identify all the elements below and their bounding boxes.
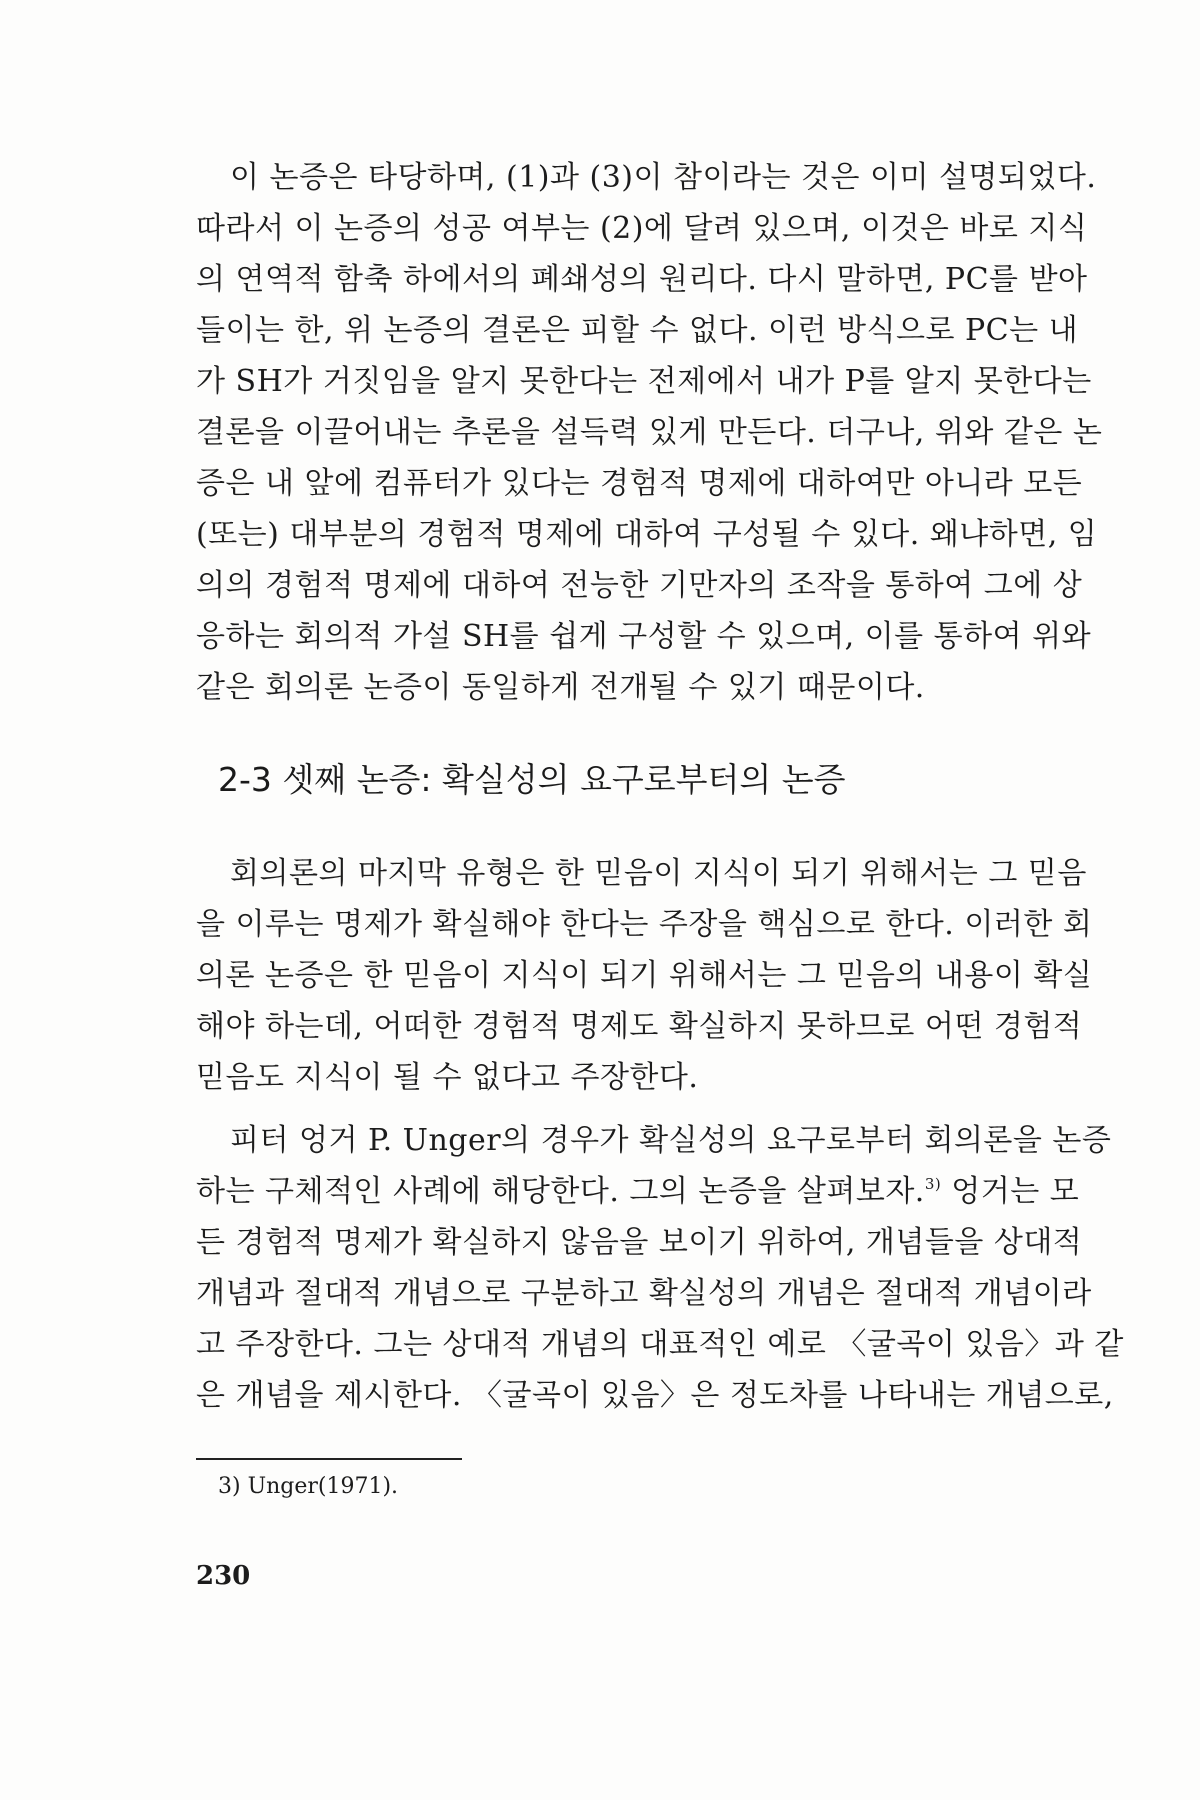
paragraph-line: 피터 엉거 P. Unger의 경우가 확실성의 요구로부터 회의론을 논증: [230, 1123, 1112, 1158]
paragraph-line: 개념과 절대적 개념으로 구분하고 확실성의 개념은 절대적 개념이라: [196, 1276, 1092, 1311]
paragraph-2: [196, 848, 1093, 1103]
paragraph-line: 이 논증은 타당하며, (1)과 (3)이 참이라는 것은 이미 설명되었다.: [230, 160, 1097, 195]
paragraph-line: 가 SH가 거짓임을 알지 못한다는 전제에서 내가 P를 알지 못한다는: [196, 364, 1092, 399]
paragraph-line: 따라서 이 논증의 성공 여부는 (2)에 달려 있으며, 이것은 바로 지식: [196, 211, 1088, 246]
paragraph-line: (또는) 대부분의 경험적 명제에 대하여 구성될 수 있다. 왜냐하면, 임: [196, 517, 1098, 552]
paragraph-text: 하는 구체적인 사례에 해당한다. 그의 논증을 살펴보자.: [196, 1174, 925, 1209]
paragraph-line: 의 연역적 함축 하에서의 폐쇄성의 원리다. 다시 말하면, PC를 받아: [196, 262, 1088, 297]
paragraph-line: 같은 회의론 논증이 동일하게 전개될 수 있기 때문이다.: [196, 670, 925, 705]
paragraph-line: 의의 경험적 명제에 대하여 전능한 기만자의 조작을 통하여 그에 상: [196, 568, 1083, 603]
paragraph-3: [196, 1115, 1124, 1421]
paragraph-line: 믿음도 지식이 될 수 없다고 주장한다.: [196, 1060, 699, 1095]
paragraph-line: 들이는 한, 위 논증의 결론은 피할 수 없다. 이런 방식으로 PC는 내: [196, 313, 1079, 348]
paragraph-1: [196, 152, 1103, 713]
footnote: 3) Unger(1971).: [218, 1474, 399, 1499]
paragraph-line: 결론을 이끌어내는 추론을 설득력 있게 만든다. 더구나, 위와 같은 논: [196, 415, 1103, 450]
paragraph-line: 의론 논증은 한 믿음이 지식이 되기 위해서는 그 믿음의 내용이 확실: [196, 958, 1093, 993]
paragraph-line: 해야 하는데, 어떠한 경험적 명제도 확실하지 못하므로 어떤 경험적: [196, 1009, 1083, 1044]
paragraph-line: 든 경험적 명제가 확실하지 않음을 보이기 위하여, 개념들을 상대적: [196, 1225, 1083, 1260]
paragraph-line-with-footnote-ref: [196, 1166, 1080, 1217]
footnote-divider: [196, 1458, 462, 1460]
paragraph-line: 회의론의 마지막 유형은 한 믿음이 지식이 되기 위해서는 그 믿음: [230, 856, 1087, 891]
footnote-reference[interactable]: 3): [924, 1175, 942, 1193]
paragraph-line: 은 개념을 제시한다. 〈굴곡이 있음〉은 정도차를 나타내는 개념으로,: [196, 1378, 1114, 1413]
paragraph-line: 을 이루는 명제가 확실해야 한다는 주장을 핵심으로 한다. 이러한 회: [196, 907, 1093, 942]
section-heading: 2-3 셋째 논증: 확실성의 요구로부터의 논증: [218, 760, 846, 799]
paragraph-line: 고 주장한다. 그는 상대적 개념의 대표적인 예로 〈굴곡이 있음〉과 같: [196, 1327, 1124, 1362]
paragraph-line: 응하는 회의적 가설 SH를 쉽게 구성할 수 있으며, 이를 통하여 위와: [196, 619, 1092, 654]
paragraph-line: 증은 내 앞에 컴퓨터가 있다는 경험적 명제에 대하여만 아니라 모든: [196, 466, 1083, 501]
paragraph-text: 엉거는 모: [941, 1174, 1080, 1209]
page-number: 230: [196, 1561, 251, 1591]
